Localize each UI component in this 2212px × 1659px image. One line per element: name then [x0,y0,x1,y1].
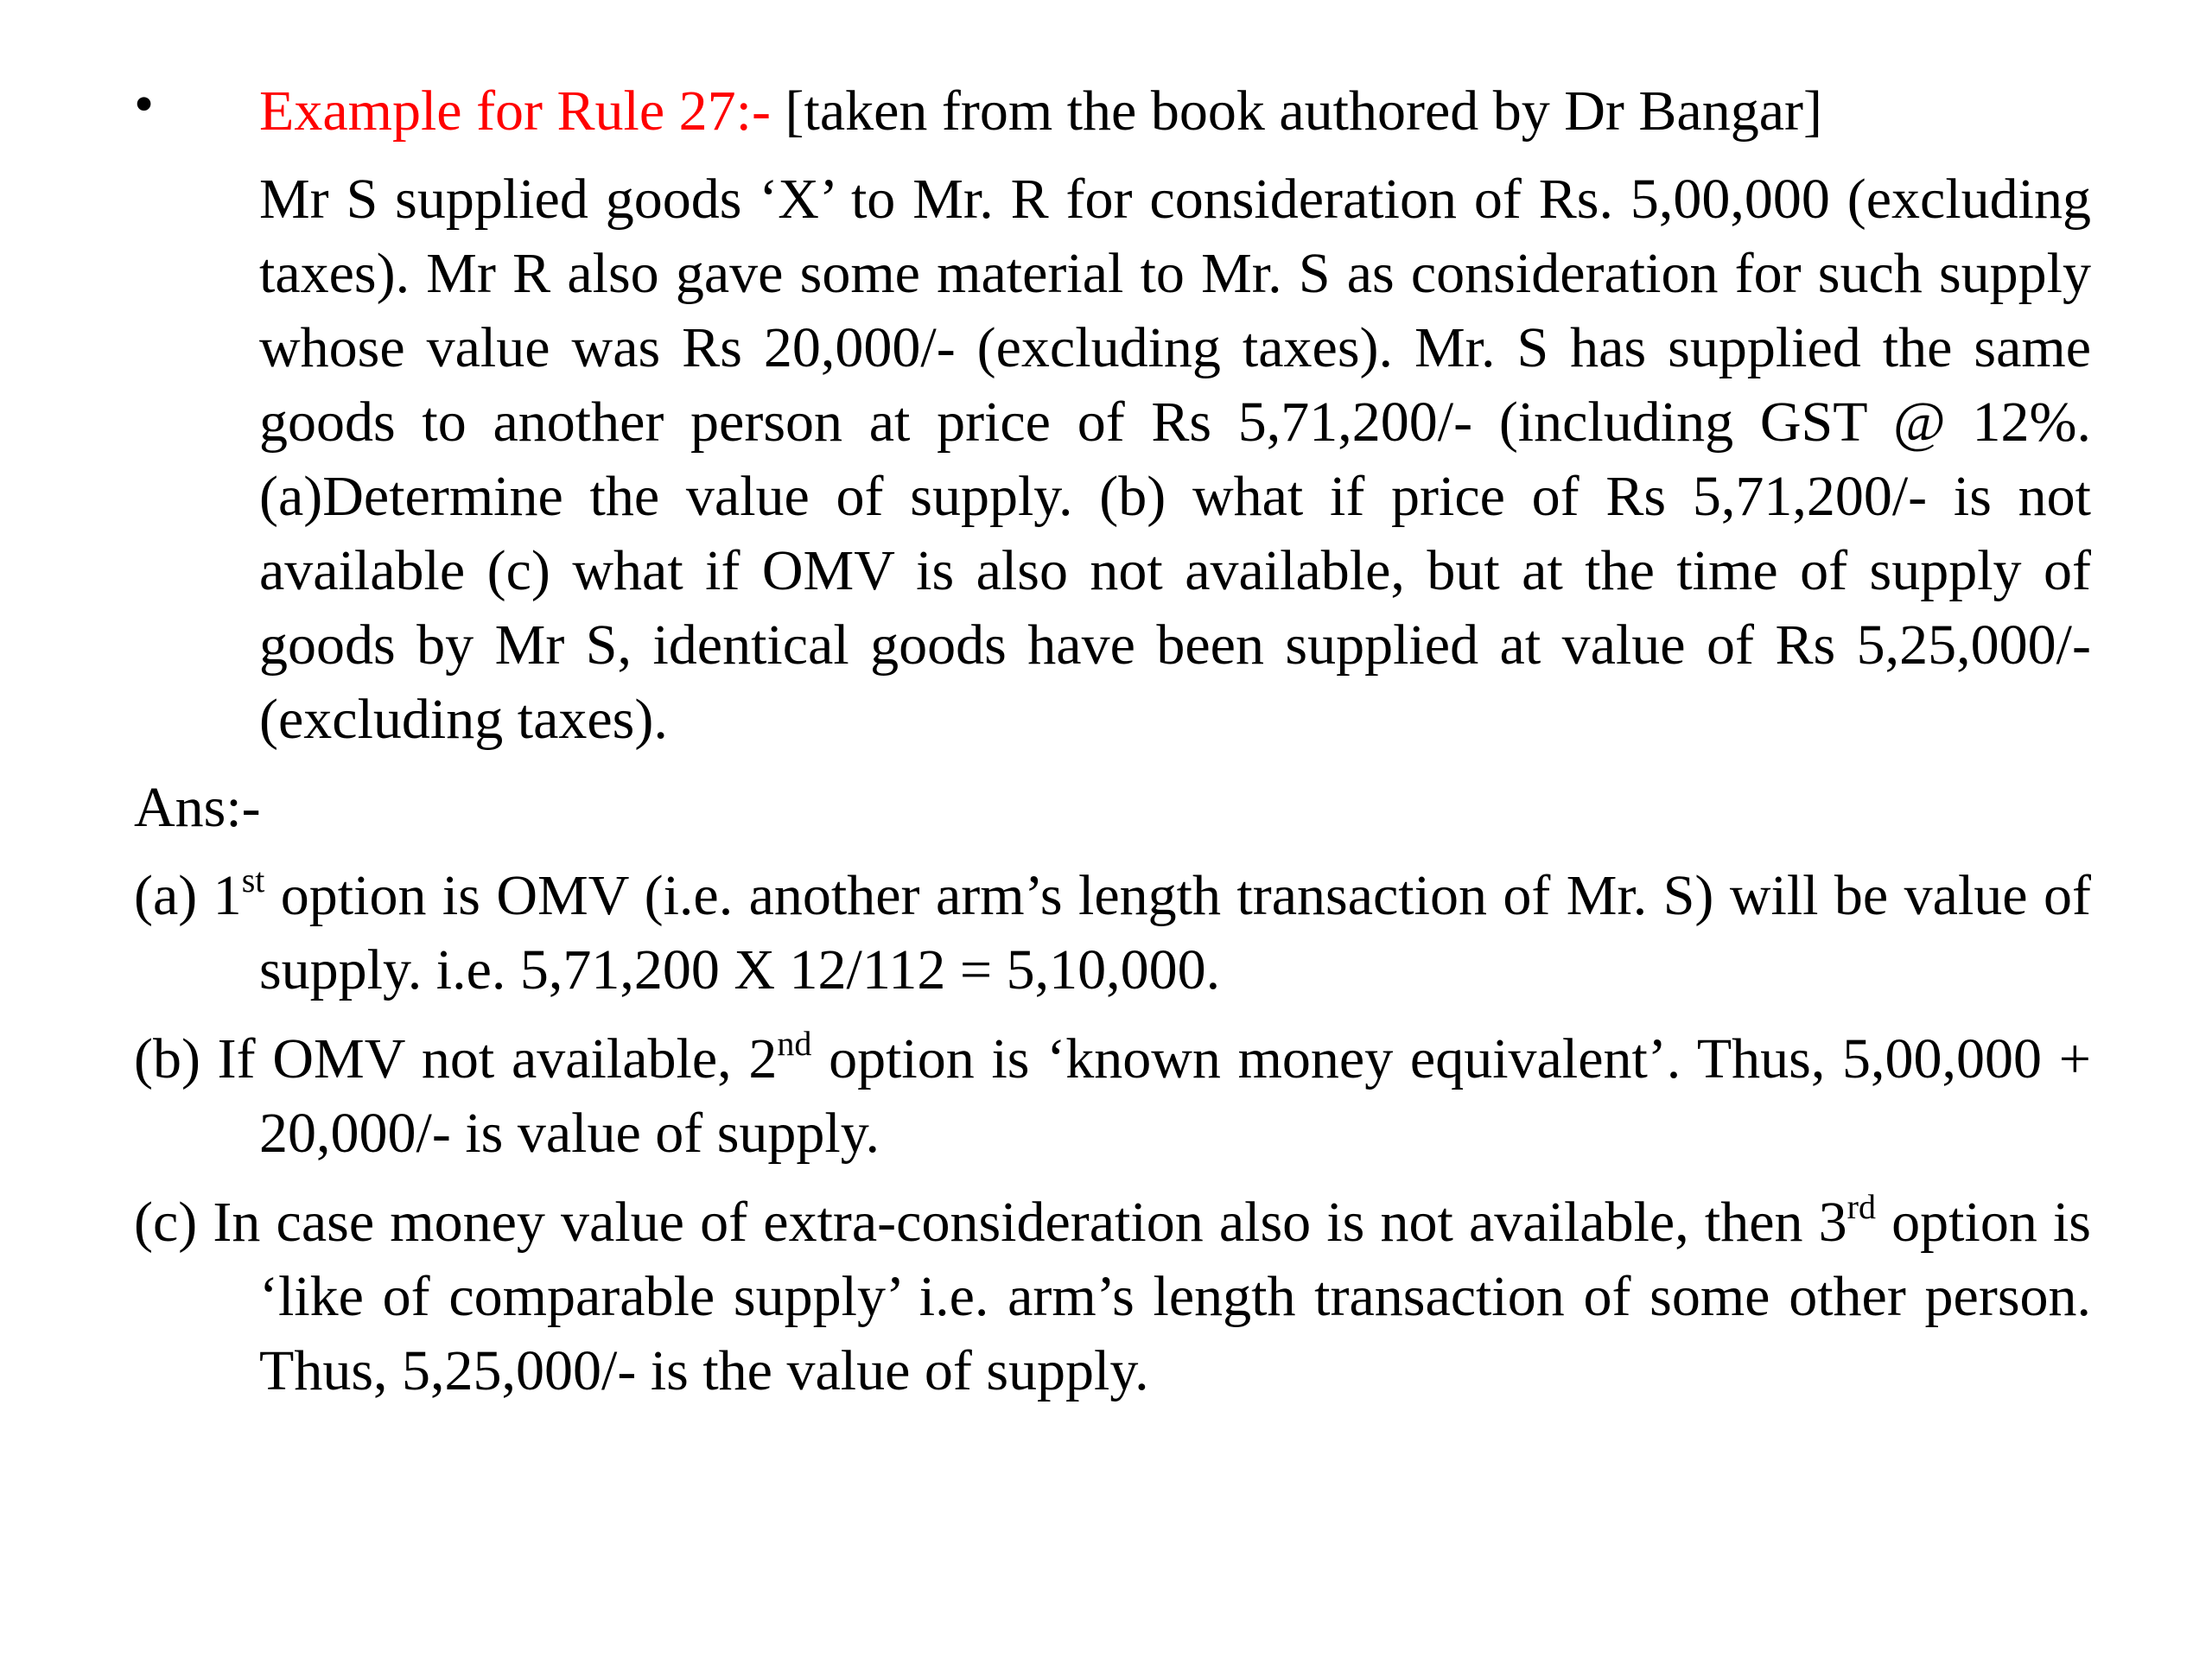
answer-label: Ans:- [134,776,261,839]
answer-a-ordinal: st [241,861,265,899]
answer-b-text: option is ‘known money equivalent’. Thus, 5,00,000 + 20,000/- is value of supply. [259,1027,2091,1165]
answer-c-prefix: (c) In case money value of extra-consideration also is not available, then 3 [134,1191,1847,1254]
answer-c-text: option is ‘like of comparable supply’ i.e. arm’s length transaction of some other person. Thus, 5,25,000/- is the value of supply. [259,1191,2091,1402]
answer-b [134,1022,2091,1171]
example-heading [259,76,1822,148]
answer-c-ordinal: rd [1847,1187,1876,1226]
heading-red-label: Example for Rule 27:- [259,79,772,143]
answer-b-prefix: (b) If OMV not available, 2 [134,1027,778,1090]
answer-c [134,1185,2091,1408]
heading-source-note: [taken from the book authored by Dr Bangar] [771,79,1822,143]
answer-a-prefix: (a) 1 [134,864,242,927]
answer-a-text: option is OMV (i.e. another arm’s length transaction of Mr. S) will be value of supply. i.e. 5,71,200 X 12/112 = 5,10,000. [259,864,2091,1001]
bullet-icon: • [134,73,155,136]
question-text: Mr S supplied goods ‘X’ to Mr. R for consideration of Rs. 5,00,000 (excluding taxes). Mr R also gave some material to Mr. S as consideration for such supply whose value was Rs 20,000/- (excluding taxes). Mr. S has supplied the same goods to another person at price of Rs 5,71,200/- (including GST @ 12%. (a)Determine the value of supply. (b) what if price of Rs 5,71,200/- is not available (c) what if OMV is also not available, but at the time of supply of goods by Mr S, identical goods have been supplied at value of Rs 5,25,000/- (excluding taxes). [259,168,2091,751]
answer-a [134,859,2091,1007]
answer-b-ordinal: nd [777,1024,812,1063]
